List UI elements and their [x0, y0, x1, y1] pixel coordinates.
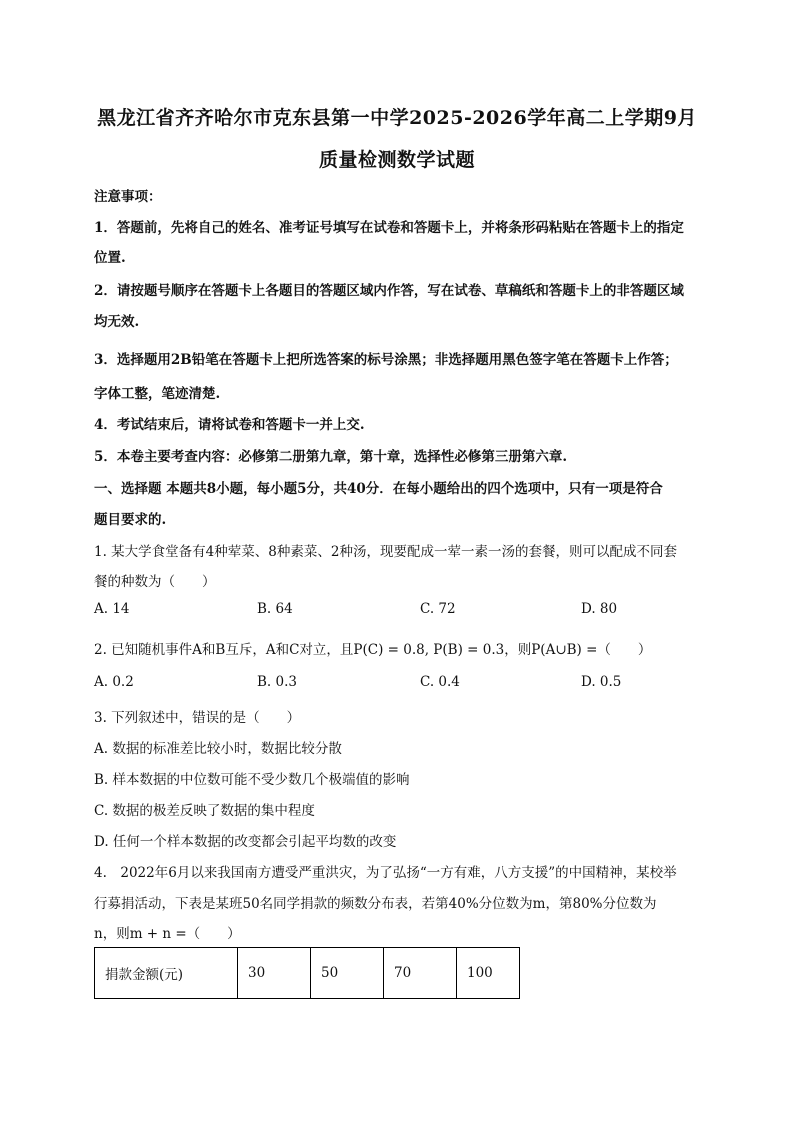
section1-heading-line1: 一、选择题 本题共8小题，每小题5分，共40分．在每小题给出的四个选项中，只有一项是符合	[94, 481, 663, 497]
note-2-line2: 均无效.	[94, 314, 140, 330]
donation-frequency-table	[94, 947, 520, 999]
note-5: 5．本卷主要考查内容：必修第二册第九章，第十章，选择性必修第三册第六章.	[94, 449, 568, 465]
exam-title-line2: 质量检测数学试题	[318, 149, 475, 171]
notes-heading: 注意事项：	[94, 189, 162, 205]
table-cell: 70	[384, 948, 457, 999]
q3-option-c: C. 数据的极差反映了数据的集中程度	[94, 803, 315, 819]
note-1-line2: 位置.	[94, 250, 126, 266]
q2-stem: 2. 已知随机事件A和B互斥，A和C对立，且P(C) = 0.8, P(B) = 0.3，则P(A∪B) =（ ）	[94, 642, 652, 658]
q4-stem-line2: 行募捐活动，下表是某班50名同学捐款的频数分布表，若第40%分位数为m，第80%分位数为	[94, 896, 657, 912]
q3-option-a: A. 数据的标准差比较小时，数据比较分散	[94, 741, 342, 757]
note-3-line1: 3．选择题用2B铅笔在答题卡上把所选答案的标号涂黑；非选择题用黑色签字笔在答题卡上作答；	[94, 352, 678, 368]
q2-option-c: C. 0.4	[420, 674, 460, 690]
note-4: 4．考试结束后，请将试卷和答题卡一并上交.	[94, 417, 365, 433]
q2-option-a: A. 0.2	[94, 674, 134, 690]
q1-option-b: B. 64	[257, 601, 293, 617]
q1-option-c: C. 72	[420, 601, 456, 617]
table-cell: 50	[311, 948, 384, 999]
table-header-cell: 捐款金额(元)	[95, 948, 238, 999]
table-row	[95, 948, 520, 999]
exam-title-line1: 黑龙江省齐齐哈尔市克东县第一中学2025-2026学年高二上学期9月	[97, 107, 697, 129]
q1-stem-line1: 1. 某大学食堂备有4种荤菜、8种素菜、2种汤，现要配成一荤一素一汤的套餐，则可以配成不同套	[94, 544, 677, 560]
q3-option-b: B. 样本数据的中位数可能不受少数几个极端值的影响	[94, 772, 410, 788]
q2-option-d: D. 0.5	[581, 674, 622, 690]
q3-option-d: D. 任何一个样本数据的改变都会引起平均数的改变	[94, 834, 397, 850]
q1-stem-line2: 餐的种数为（ ）	[94, 574, 216, 590]
q4-stem-line3: n，则m + n =（ ）	[94, 926, 241, 942]
section1-heading-line2: 题目要求的.	[94, 512, 167, 528]
table-cell: 100	[457, 948, 520, 999]
note-3-line2: 字体工整，笔迹清楚.	[94, 386, 221, 402]
table-cell: 30	[238, 948, 311, 999]
q2-option-b: B. 0.3	[257, 674, 297, 690]
q3-stem: 3. 下列叙述中，错误的是（ ）	[94, 710, 301, 726]
note-2-line1: 2．请按题号顺序在答题卡上各题目的答题区域内作答，写在试卷、草稿纸和答题卡上的非答题区域	[94, 283, 684, 299]
q1-option-d: D. 80	[581, 601, 618, 617]
q1-option-a: A. 14	[94, 601, 130, 617]
note-1-line1: 1．答题前，先将自己的姓名、准考证号填写在试卷和答题卡上，并将条形码粘贴在答题卡上的指定	[94, 220, 684, 236]
q4-stem-line1: 4. 2022年6月以来我国南方遭受严重洪灾，为了弘扬“一方有难，八方支援”的中国精神，某校举	[94, 865, 677, 881]
